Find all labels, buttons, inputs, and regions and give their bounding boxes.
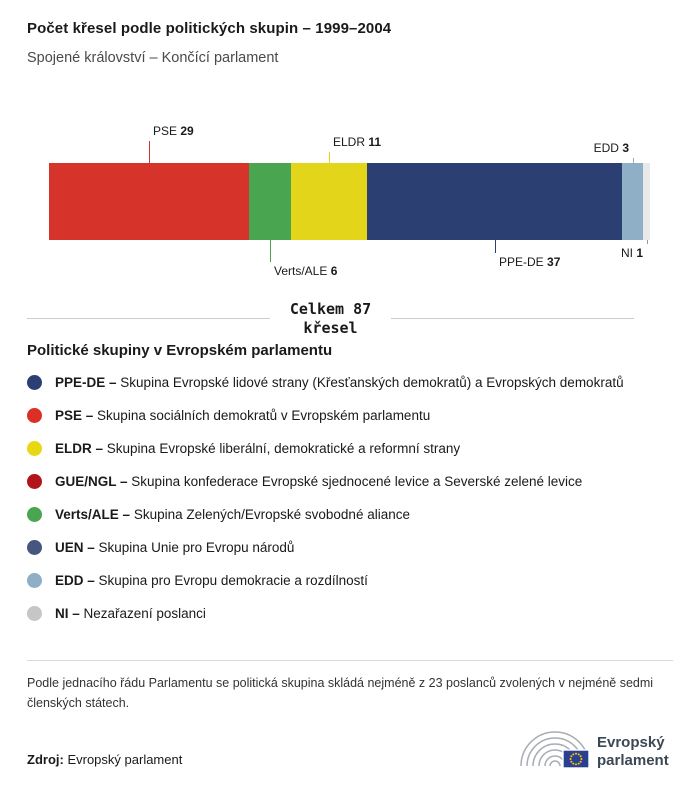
callout-line-eldr: [329, 152, 330, 163]
callout-label-pse: PSE 29: [153, 124, 194, 138]
callout-label-verts-ale: Verts/ALE 6: [274, 264, 338, 278]
page-title: Počet křesel podle politických skupin – 1999–2004: [27, 20, 392, 37]
eu-star: [575, 763, 577, 765]
eu-star: [578, 753, 580, 755]
stacked-bar: [49, 163, 650, 240]
eu-star: [580, 758, 582, 760]
legend-label: GUE/NGL – Skupina konfederace Evropské sjednocené levice a Severské zelené levice: [55, 474, 583, 489]
eu-star: [570, 761, 572, 763]
bar-segment-ni: [643, 163, 650, 240]
divider-right: [391, 318, 634, 319]
legend-label: ELDR – Skupina Evropské liberální, demokratické a reformní strany: [55, 441, 461, 456]
seat-bar-chart: [0, 120, 700, 298]
legend-dot-uen: [27, 540, 42, 555]
legend-item-gue-ngl: [27, 465, 675, 498]
legend-item-pse: [27, 399, 675, 432]
logo-text-line2: parlament: [597, 752, 669, 769]
legend-heading: Politické skupiny v Evropském parlamentu: [27, 342, 333, 359]
eu-star: [580, 755, 582, 757]
legend-item-eldr: [27, 432, 675, 465]
legend-label: UEN – Skupina Unie pro Evropu národů: [55, 540, 295, 555]
legend-dot-pse: [27, 408, 42, 423]
eu-star: [572, 763, 574, 765]
bar-segment-ppe-de: [367, 163, 623, 240]
legend-label: Verts/ALE – Skupina Zelených/Evropské svobodné aliance: [55, 507, 410, 522]
callout-label-ni: NI 1: [620, 246, 643, 260]
legend-label: EDD – Skupina pro Evropu demokracie a rozdílností: [55, 573, 368, 588]
total-seats-label: [290, 300, 371, 338]
total-line1: Celkem 87: [289, 300, 372, 318]
legend-item-ppe-de: [27, 366, 675, 399]
eu-star: [575, 753, 577, 755]
legend-dot-gue-ngl: [27, 474, 42, 489]
legend-dot-ni: [27, 606, 42, 621]
bar-segment-pse: [49, 163, 249, 240]
legend: [27, 366, 675, 630]
source-value: Evropský parlament: [67, 752, 183, 767]
legend-item-ni: [27, 597, 675, 630]
european-parliament-logo: [519, 726, 674, 774]
eu-star: [570, 758, 572, 760]
eu-flag-icon: [563, 750, 589, 768]
total-row: [27, 300, 634, 338]
callout-line-verts-ale: [270, 240, 271, 262]
callout-line-ppe-de: [495, 240, 496, 253]
legend-dot-verts-ale: [27, 507, 42, 522]
legend-dot-edd: [27, 573, 42, 588]
callout-line-edd: [633, 158, 634, 163]
eu-star: [578, 763, 580, 765]
legend-item-verts-ale: [27, 498, 675, 531]
source-line: [27, 752, 182, 767]
bar-segment-edd: [622, 163, 643, 240]
footnote: Podle jednacího řádu Parlamentu se politická skupina skládá nejméně z 23 poslanců zvolených v nejméně sedmi členských státech.: [27, 660, 673, 713]
callout-label-eldr: ELDR 11: [333, 135, 382, 149]
page-subtitle: Spojené království – Končící parlament: [27, 50, 279, 66]
bar-segment-verts-ale: [249, 163, 290, 240]
legend-label: PSE – Skupina sociálních demokratů v Evropském parlamentu: [55, 408, 431, 423]
bar-segment-eldr: [291, 163, 367, 240]
total-line2: křesel: [303, 318, 358, 337]
callout-label-edd: EDD 3: [593, 141, 629, 155]
legend-item-uen: [27, 531, 675, 564]
logo-text-line1: Evropský: [597, 734, 665, 751]
legend-dot-ppe-de: [27, 375, 42, 390]
legend-label: NI – Nezařazení poslanci: [55, 606, 206, 621]
source-label: Zdroj:: [27, 752, 64, 767]
legend-dot-eldr: [27, 441, 42, 456]
eu-star: [572, 753, 574, 755]
callout-label-ppe-de: PPE-DE 37: [499, 255, 561, 269]
legend-item-edd: [27, 564, 675, 597]
callout-line-ni: [647, 240, 648, 244]
eu-star: [580, 761, 582, 763]
callout-line-pse: [149, 141, 150, 163]
eu-star: [570, 755, 572, 757]
legend-label: PPE-DE – Skupina Evropské lidové strany (Křesťanských demokratů) a Evropských demokratů: [55, 375, 624, 390]
divider-left: [27, 318, 270, 319]
